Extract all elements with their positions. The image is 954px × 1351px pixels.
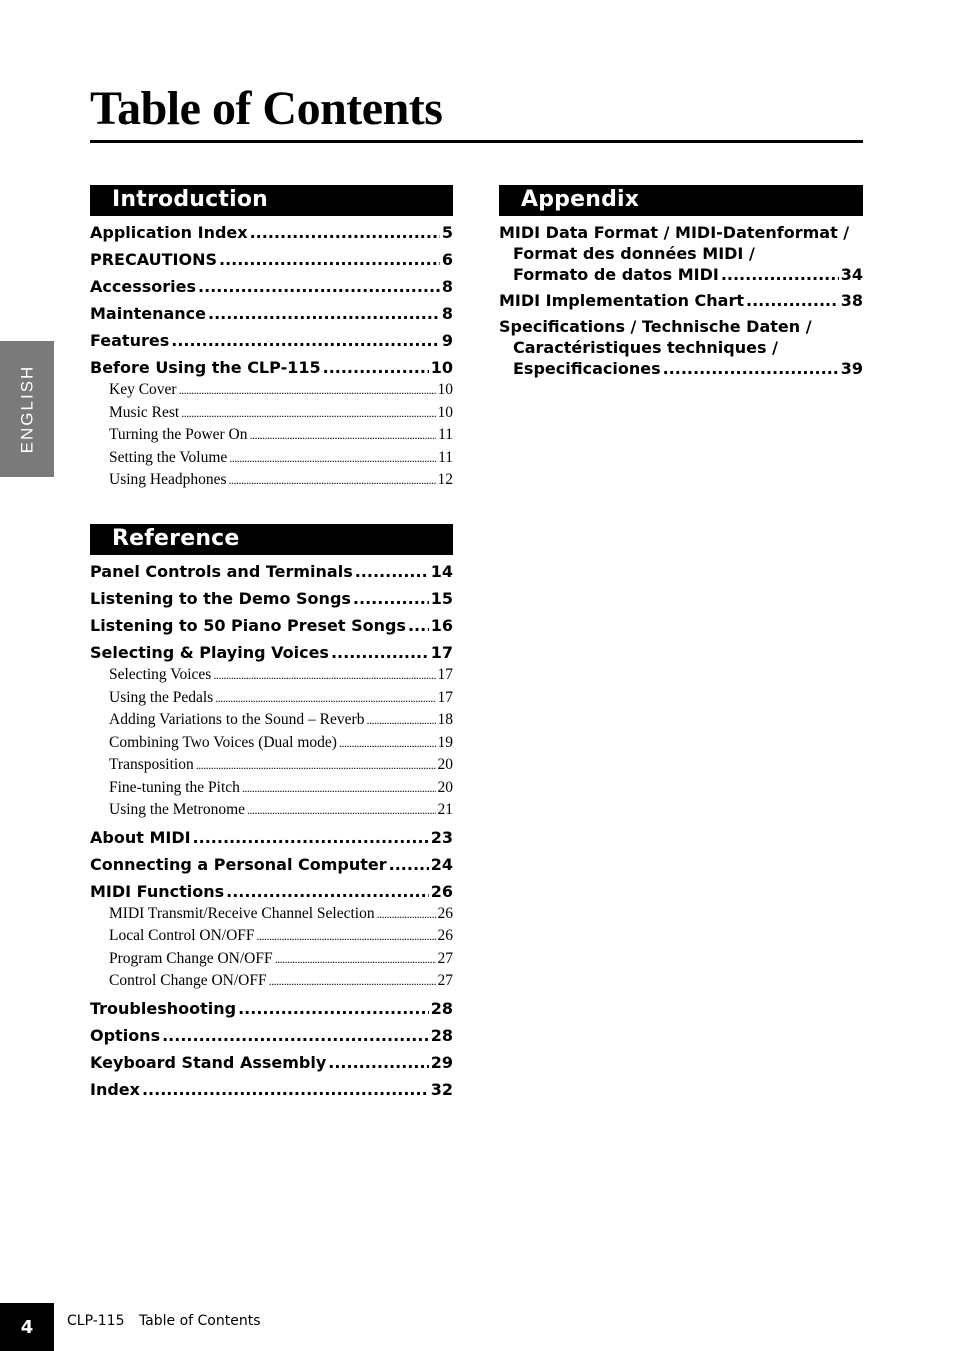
toc-entry xyxy=(90,588,453,610)
toc-label: Selecting Voices xyxy=(109,666,212,683)
language-tab-label: ENGLISH xyxy=(17,364,37,454)
toc-page: 16 xyxy=(430,616,453,635)
toc-label: Using the Pedals xyxy=(109,688,214,706)
reference-section xyxy=(90,524,453,1101)
toc-sub-entry[interactable] xyxy=(109,754,453,777)
toc-page: 39 xyxy=(840,359,863,378)
toc-page: 18 xyxy=(437,711,453,728)
toc-page: 26 xyxy=(437,904,453,922)
toc-label-line: Caractéristiques techniques / xyxy=(513,338,778,357)
footer-caption xyxy=(67,1313,261,1329)
dot-leader xyxy=(196,754,436,777)
toc-label: Local Control ON/OFF xyxy=(109,927,255,944)
toc-label: MIDI Implementation Chart xyxy=(499,291,745,310)
dot-leader xyxy=(142,1079,429,1101)
toc-page: 26 xyxy=(437,927,453,944)
toc-sub-entry[interactable] xyxy=(109,447,453,470)
toc-main-entry[interactable] xyxy=(90,222,453,244)
toc-entry xyxy=(90,357,453,492)
dot-leader xyxy=(389,854,429,876)
toc-entry xyxy=(90,303,453,325)
toc-sub-entry[interactable] xyxy=(109,732,453,755)
toc-main-entry[interactable] xyxy=(90,330,453,352)
toc-label: Listening to the Demo Songs xyxy=(90,589,351,608)
toc-page: 19 xyxy=(437,733,453,751)
toc-label-line: MIDI Data Format / MIDI-Datenformat / xyxy=(499,223,850,242)
toc-main-entry[interactable] xyxy=(513,358,863,379)
dot-leader xyxy=(257,925,436,948)
dot-leader xyxy=(193,827,429,849)
toc-label: MIDI Functions xyxy=(90,881,225,901)
section-heading: Appendix xyxy=(499,185,863,216)
toc-entry xyxy=(499,316,863,379)
dot-leader xyxy=(721,264,839,285)
dot-leader xyxy=(250,222,440,244)
toc-main-entry[interactable] xyxy=(90,249,453,271)
dot-leader xyxy=(229,447,436,470)
toc-label: MIDI Transmit/Receive Channel Selection xyxy=(109,904,375,922)
toc-main-entry[interactable] xyxy=(90,357,453,379)
title-rule xyxy=(90,140,863,143)
toc-main-entry[interactable] xyxy=(499,290,863,311)
toc-page: 12 xyxy=(437,471,453,488)
toc-label: Keyboard Stand Assembly xyxy=(90,1052,327,1072)
dot-leader xyxy=(353,588,429,610)
toc-page: 15 xyxy=(430,589,453,608)
toc-label: Adding Variations to the Sound – Reverb xyxy=(109,711,365,728)
toc-label-line: Specifications / Technische Daten / xyxy=(499,317,812,336)
toc-label: Options xyxy=(90,1025,161,1045)
dot-leader xyxy=(208,303,440,325)
toc-sub-entry[interactable] xyxy=(109,948,453,971)
page-title: Table of Contents xyxy=(90,82,443,135)
toc-page: 10 xyxy=(437,403,453,421)
toc-label: Accessories xyxy=(90,277,196,296)
toc-sub-entry[interactable] xyxy=(109,469,453,492)
page-number: 4 xyxy=(0,1303,54,1351)
toc-label: Using Headphones xyxy=(109,471,227,488)
toc-page: 21 xyxy=(437,801,453,818)
toc-label: Troubleshooting xyxy=(90,998,237,1018)
toc-label-line: Format des données MIDI / xyxy=(513,244,755,263)
toc-page: 20 xyxy=(437,778,453,796)
toc-page: 23 xyxy=(430,827,453,847)
dot-leader xyxy=(355,561,429,583)
toc-list xyxy=(90,222,453,492)
dot-leader xyxy=(238,998,429,1020)
toc-main-entry[interactable] xyxy=(90,1052,453,1074)
toc-page: 10 xyxy=(437,381,453,398)
toc-entry xyxy=(90,222,453,244)
toc-page: 32 xyxy=(430,1079,453,1099)
toc-label: Music Rest xyxy=(109,403,180,421)
toc-entry xyxy=(90,1025,453,1047)
toc-page: 11 xyxy=(438,448,453,466)
toc-label: Using the Metronome xyxy=(109,801,246,818)
toc-main-entry[interactable] xyxy=(90,615,453,637)
toc-page: 34 xyxy=(840,265,863,284)
dot-leader xyxy=(408,615,429,637)
toc-label: Panel Controls and Terminals xyxy=(90,562,353,581)
dot-leader xyxy=(323,357,429,379)
toc-sub-entry[interactable] xyxy=(109,799,453,822)
dot-leader xyxy=(275,948,436,971)
toc-page: 27 xyxy=(437,972,453,989)
toc-sub-entry[interactable] xyxy=(109,424,453,447)
section-heading: Reference xyxy=(90,524,453,555)
dot-leader xyxy=(181,402,435,425)
toc-sub-entry[interactable] xyxy=(109,903,453,926)
toc-main-entry[interactable] xyxy=(90,588,453,610)
toc-page: 29 xyxy=(430,1052,453,1072)
toc-label: Especificaciones xyxy=(513,359,661,378)
dot-leader xyxy=(219,249,440,271)
toc-page: 9 xyxy=(441,331,453,350)
toc-label: PRECAUTIONS xyxy=(90,250,217,269)
dot-leader xyxy=(339,732,436,755)
dot-leader xyxy=(269,970,436,993)
toc-main-entry[interactable] xyxy=(90,827,453,849)
toc-list xyxy=(499,222,863,379)
toc-label: Transposition xyxy=(109,756,194,773)
dot-leader xyxy=(663,358,839,379)
toc-page: 10 xyxy=(430,358,453,377)
toc-main-entry[interactable] xyxy=(90,1025,453,1047)
toc-page: 24 xyxy=(430,854,453,874)
toc-page: 28 xyxy=(430,1025,453,1045)
toc-label: Control Change ON/OFF xyxy=(109,972,267,989)
toc-sub-entry[interactable] xyxy=(109,777,453,800)
toc-page: 38 xyxy=(840,291,863,310)
toc-page: 11 xyxy=(438,426,453,443)
toc-sub-entry[interactable] xyxy=(109,925,453,948)
dot-leader xyxy=(328,1052,428,1074)
dot-leader xyxy=(366,709,435,732)
toc-label: Key Cover xyxy=(109,381,177,398)
toc-label: Before Using the CLP-115 xyxy=(90,358,321,377)
appendix-section xyxy=(499,185,863,379)
dot-leader xyxy=(162,1025,429,1047)
language-tab xyxy=(0,341,54,477)
toc-entry xyxy=(90,561,453,583)
dot-leader xyxy=(242,777,436,800)
toc-label: Index xyxy=(90,1079,140,1099)
toc-label: Features xyxy=(90,331,170,350)
toc-page: 6 xyxy=(441,250,453,269)
toc-main-entry[interactable] xyxy=(90,276,453,298)
toc-page: 17 xyxy=(430,643,453,662)
dot-leader xyxy=(171,330,440,352)
toc-sub-entry[interactable] xyxy=(109,709,453,732)
toc-entry xyxy=(90,249,453,271)
toc-entry xyxy=(90,881,453,993)
toc-sub-entry[interactable] xyxy=(109,970,453,993)
toc-sub-entry[interactable] xyxy=(109,687,453,710)
toc-label: Setting the Volume xyxy=(109,448,228,466)
toc-entry xyxy=(499,290,863,311)
toc-page: 20 xyxy=(437,756,453,773)
toc-list xyxy=(90,561,453,1101)
toc-label: Selecting & Playing Voices xyxy=(90,643,329,662)
dot-leader xyxy=(179,379,436,402)
dot-leader xyxy=(215,687,435,710)
toc-main-entry[interactable] xyxy=(90,881,453,903)
toc-label: Combining Two Voices (Dual mode) xyxy=(109,733,337,751)
toc-label: Maintenance xyxy=(90,304,207,323)
toc-entry xyxy=(499,222,863,285)
toc-main-entry[interactable] xyxy=(90,303,453,325)
toc-page: 8 xyxy=(441,304,453,323)
toc-label: Application Index xyxy=(90,223,248,242)
toc-page: 14 xyxy=(430,562,453,581)
toc-main-entry[interactable] xyxy=(90,998,453,1020)
dot-leader xyxy=(226,881,429,903)
dot-leader xyxy=(213,664,435,687)
toc-page: 26 xyxy=(430,881,453,901)
toc-label: Turning the Power On xyxy=(109,426,248,443)
toc-page: 17 xyxy=(437,688,453,706)
toc-page: 8 xyxy=(441,277,453,296)
footer-section: Table of Contents xyxy=(138,1313,261,1329)
toc-main-entry[interactable] xyxy=(513,264,863,285)
toc-sub-entry[interactable] xyxy=(109,379,453,402)
toc-entry xyxy=(90,276,453,298)
toc-entry xyxy=(90,1052,453,1074)
toc-label: Formato de datos MIDI xyxy=(513,265,719,284)
toc-entry xyxy=(90,827,453,849)
toc-entry xyxy=(90,330,453,352)
toc-label: Connecting a Personal Computer xyxy=(90,854,387,874)
toc-entry xyxy=(90,615,453,637)
toc-page: 27 xyxy=(437,949,453,967)
footer-model: CLP-115 xyxy=(67,1313,125,1329)
toc-page: 5 xyxy=(441,223,453,242)
dot-leader xyxy=(229,469,436,492)
toc-sub-entry[interactable] xyxy=(109,664,453,687)
toc-page: 17 xyxy=(437,666,453,683)
toc-main-entry[interactable] xyxy=(90,854,453,876)
toc-entry xyxy=(90,1079,453,1101)
toc-label: Fine-tuning the Pitch xyxy=(109,778,240,796)
dot-leader xyxy=(331,642,429,664)
dot-leader xyxy=(198,276,440,298)
toc-label: Listening to 50 Piano Preset Songs xyxy=(90,616,406,635)
introduction-section xyxy=(90,185,453,492)
toc-label: About MIDI xyxy=(90,827,191,847)
toc-main-entry[interactable] xyxy=(90,642,453,664)
toc-main-entry[interactable] xyxy=(90,1079,453,1101)
dot-leader xyxy=(250,424,437,447)
toc-page: 28 xyxy=(430,998,453,1018)
toc-main-entry[interactable] xyxy=(90,561,453,583)
section-heading: Introduction xyxy=(90,185,453,216)
toc-entry xyxy=(90,998,453,1020)
dot-leader xyxy=(746,290,839,311)
toc-entry xyxy=(90,642,453,822)
toc-sub-entry[interactable] xyxy=(109,402,453,425)
toc-label: Program Change ON/OFF xyxy=(109,949,273,967)
dot-leader xyxy=(377,903,436,926)
toc-entry xyxy=(90,854,453,876)
dot-leader xyxy=(247,799,435,822)
